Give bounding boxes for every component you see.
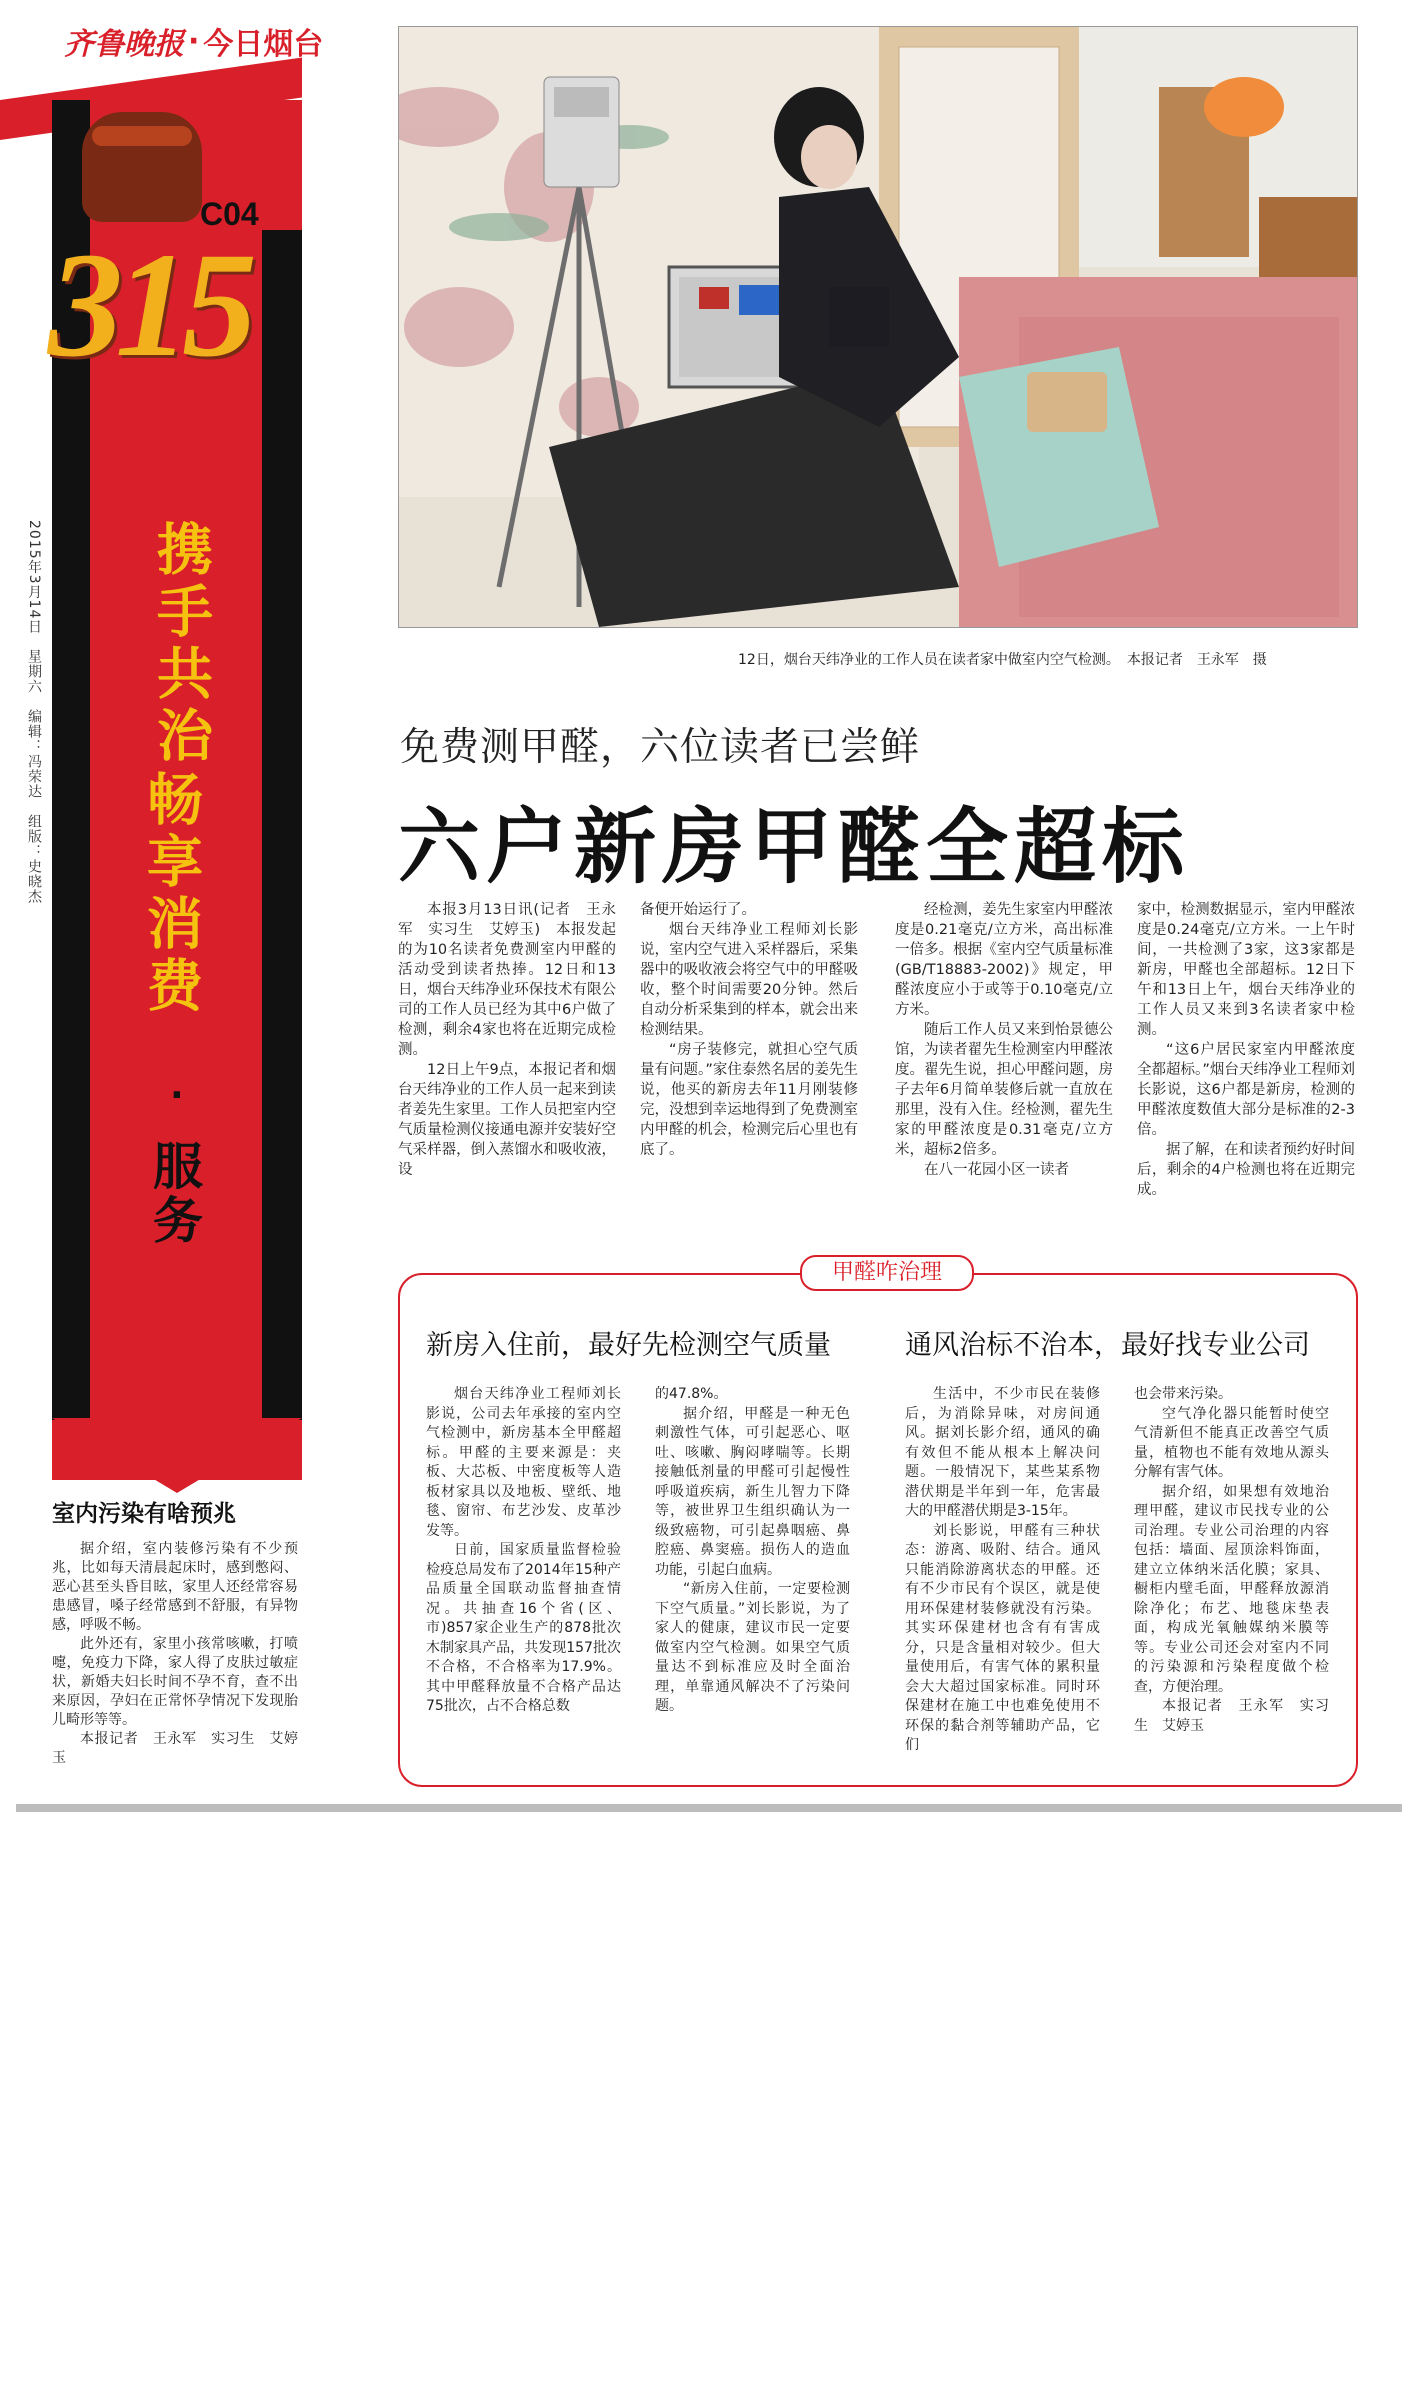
box-left-heading: 新房入住前，最好先检测空气质量 [426,1330,831,1361]
section-name: 今日烟台 [203,27,324,62]
banner-shadow-right [262,230,302,1420]
article-paragraph: 12日上午9点，本报记者和烟台天纬净业的工作人员一起来到读者姜先生家里。工作人员把室内空气质量检测仪接通电源并安装好空气采样器，倒入蒸馏水和吸收液，设 [398,1062,616,1178]
sidebar-signature: 本报记者 王永军 实习生 艾婷玉 [52,1731,298,1766]
box-column-2 [655,1385,850,1717]
sidebar-paragraph: 此外还有，家里小孩常咳嗽，打喷嚏，免疫力下降，家人得了皮肤过敏症状，新婚夫妇长时间不孕不育，查不出来原因，孕妇在正常怀孕情况下发现胎儿畸形等等。 [52,1636,298,1728]
banner-slogan-1: 携手共治 [148,520,213,768]
banner-315-logo: 315 [48,222,249,388]
article-paragraph: “这6户居民家室内甲醛浓度全都超标。”烟台天纬净业工程师刘长影说，这6户都是新房，检测的甲醛浓度数值大部分是标准的2-3倍。 [1137,1042,1355,1138]
banner-bullet: · [170,1075,184,1116]
box-column-1 [426,1385,621,1717]
banner-slogan-2: 畅享消费 [138,770,203,1018]
sidebar-text [52,1540,298,1768]
box-right-heading: 通风治标不治本，最好找专业公司 [905,1330,1310,1361]
article-paragraph: 家中，检测数据显示，室内甲醛浓度是0.24毫克/立方米。一上午时间，一共检测了3家，这3家都是新房，甲醛也全部超标。12日下午和13日上午，烟台天纬净业的工作人员又来到3名读者家中检测。 [1137,902,1355,1038]
tips-box-tab: 甲醛咋治理 [800,1255,974,1291]
article-paragraph: 随后工作人员又来到怡景德公馆，为读者翟先生检测室内甲醛浓度。翟先生说，担心甲醛问题，房子去年6月简单装修后就一直放在那里，没有入住。经检测，翟先生家的甲醛浓度是0.31毫克/立方米，超标2倍多。 [895,1022,1113,1158]
box-column-3 [905,1385,1100,1756]
article-paragraph: 经检测，姜先生家室内甲醛浓度是0.21毫克/立方米，高出标准一倍多。根据《室内空气质量标准(GB/T18883-2002)》规定，甲醛浓度应小于或等于0.10毫克/立方米。 [895,902,1113,1018]
box-column-4 [1134,1385,1329,1736]
box-paragraph: 据介绍，甲醛是一种无色刺激性气体，可引起恶心、呕吐、咳嗽、胸闷哮喘等。长期接触低剂量的甲醛可引起慢性呼吸道疾病，新生儿智力下降等，被世界卫生组织确认为一级致癌物，可引起鼻咽癌、鼻腔癌、鼻窦癌。损伤人的造血功能，引起白血病。 [655,1405,850,1578]
article-headline: 六户新房甲醛全超标 [398,800,1191,895]
box-signature: 本报记者 王永军 实习生 艾婷玉 [1134,1698,1329,1734]
news-photo [398,26,1358,628]
box-paragraph: 烟台天纬净业工程师刘长影说，公司去年承接的室内空气检测中，新房基本全甲醛超标。甲醛的主要来源是：夹板、大芯板、中密度板等人造板材家具以及地板、壁纸、地毯、窗帘、布艺沙发、皮革沙发等。 [426,1386,621,1539]
box-paragraph: 也会带来污染。 [1134,1386,1232,1402]
box-paragraph: 空气净化器只能暂时使空气清新但不能真正改善空气质量，植物也不能有效地从源头分解有害气体。 [1134,1405,1329,1480]
article-paragraph: 烟台天纬净业工程师刘长影说，室内空气进入采样器后，采集器中的吸收液会将空气中的甲醛吸收，整个时间需要20分钟。然后自动分析采集到的样本，就会出来检测结果。 [640,922,858,1038]
page-code: C04 [200,196,259,232]
article-paragraph: 本报3月13日讯(记者 王永军 实习生 艾婷玉) 本报发起的为10名读者免费测室内甲醛的活动受到读者热捧。12日和13日，烟台天纬净业环保技术有限公司的工作人员已经为其中6户做了检测，剩余4家也将在近期完成检测。 [398,902,616,1058]
box-paragraph: 据介绍，如果想有效地治理甲醛，建议市民找专业的公司治理。专业公司治理的内容包括：墙面、屋顶涂料饰面，建立立体纳米活化膜；家具、橱柜内壁毛面，甲醛释放源消除净化；布艺、地毯床垫表面，构成光氧触媒纳米膜等等。专业公司还会对室内不同的污染源和污染程度做个检查，方便治理。 [1134,1483,1329,1695]
box-paragraph: 的47.8%。 [655,1386,728,1402]
box-paragraph: “新房入住前，一定要检测下空气质量。”刘长影说，为了家人的健康，建议市民一定要做室内空气检测。如果空气质量达不到标准应及时全面治理，单靠通风解决不了污染问题。 [655,1581,850,1714]
article-paragraph: 备便开始运行了。 [640,902,756,918]
article-paragraph: 在八一花园小区一读者 [924,1162,1069,1178]
banner-service-label: 服务 [145,1140,203,1248]
masthead-separator: · [188,23,200,59]
article-column-2 [640,900,858,1160]
article-paragraph: “房子装修完，就担心空气质量有问题。”家住泰然名居的姜先生说，他买的新房去年11月刚装修完，没想到幸运地得到了免费测室内甲醛的机会，检测完后心里也有底了。 [640,1042,858,1158]
article-column-4 [1137,900,1355,1200]
masthead [64,20,323,62]
page-bottom-rule [16,1804,1402,1812]
fist-knuckles-icon [92,126,192,146]
dateline: 2015年3月14日 星期六 编辑：冯荣达 组版：史晓杰 [26,520,42,905]
banner-ribbon-tip [52,1418,302,1493]
box-paragraph: 生活中，不少市民在装修后，为消除异味，对房间通风。据刘长影介绍，通风的确有效但不能从根本上解决问题。一般情况下，某些某系物潜伏期是半年到一年，危害最大的甲醛潜伏期是3-15年。 [905,1386,1100,1519]
article-kicker: 免费测甲醛，六位读者已尝鲜 [400,725,921,770]
photo-illustration [399,27,1357,627]
article-column-3 [895,900,1113,1180]
box-paragraph: 刘长影说，甲醛有三种状态：游离、吸附、结合。通风只能消除游离状态的甲醛。还有不少市民有个误区，就是使用环保建材装修就没有污染。其实环保建材也含有有害成分，只是含量相对较少。但大量使用后，有害气体的累积量会大大超过国家标准。同时环保建材在施工中也难免使用不环保的黏合剂等辅助产品，它们 [905,1522,1100,1753]
sidebar-paragraph: 据介绍，室内装修污染有不少预兆，比如每天清晨起床时，感到憋闷、恶心甚至头昏目眩，家里人还经常容易患感冒，嗓子经常感到不舒服，有异物感，呼吸不畅。 [52,1541,298,1633]
article-column-1 [398,900,616,1180]
newspaper-name: 齐鲁晚报 [64,27,184,62]
box-paragraph: 日前，国家质量监督检验检疫总局发布了2014年15种产品质量全国联动监督抽查情况。共抽查16个省(区、市)857家企业生产的878批次木制家具产品，共发现157批次不合格，不合格率为17.9%。其中甲醛释放量不合格产品达75批次，占不合格总数 [426,1542,621,1714]
article-paragraph: 据了解，在和读者预约好时间后，剩余的4户检测也将在近期完成。 [1137,1142,1355,1198]
photo-caption: 12日，烟台天纬净业的工作人员在读者家中做室内空气检测。 本报记者 王永军 摄 [738,652,1267,668]
sidebar-title: 室内污染有啥预兆 [52,1501,236,1527]
